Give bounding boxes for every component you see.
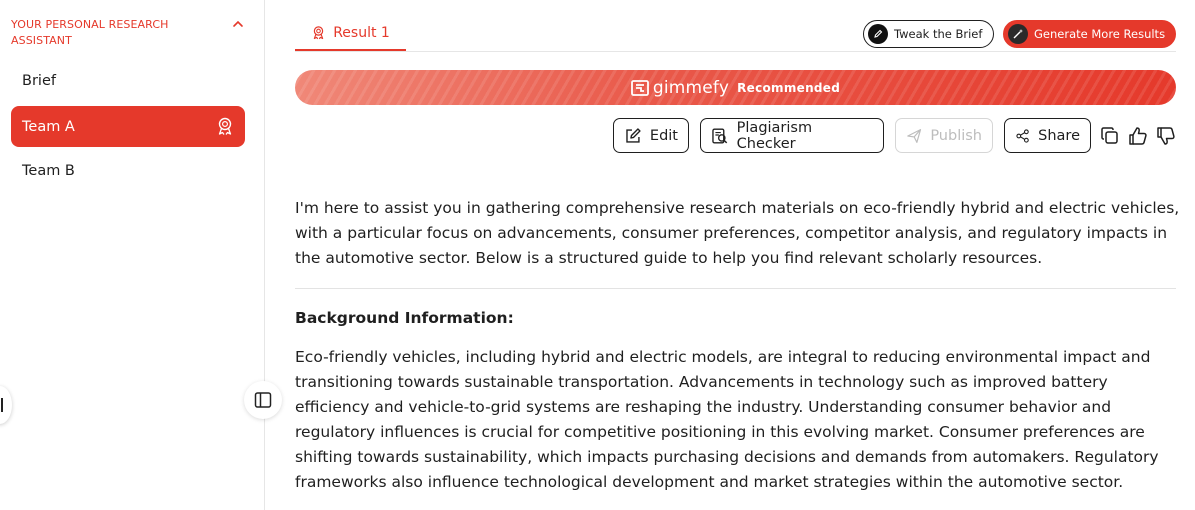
sidebar-item-label: Brief — [22, 72, 56, 89]
generate-more-button[interactable] — [1003, 20, 1176, 48]
intro-paragraph: I'm here to assist you in gathering comprehensive research materials on eco-friendly hybrid and electric vehicles, with a particular focus on advancements, consumer preferences, competitor analysis, and regulatory impacts in the automotive sector. Below is a structured guide to help you find relevant scholarly resources. — [295, 199, 1180, 267]
sidebar-item-label: Team B — [22, 162, 75, 179]
sidebar — [0, 0, 265, 510]
publish-button[interactable] — [895, 118, 993, 153]
tab-label: Result 1 — [333, 24, 390, 41]
publish-label: Publish — [930, 127, 982, 144]
thumbs-up-icon[interactable] — [1128, 126, 1148, 146]
recommended-label: Recommended — [737, 80, 841, 95]
document-search-icon — [711, 127, 729, 145]
sidebar-toggle-icon — [254, 391, 272, 409]
tab-result-1[interactable] — [295, 16, 406, 51]
collapse-sidebar-button[interactable] — [244, 381, 282, 419]
pencil-icon — [868, 24, 888, 44]
award-icon — [311, 25, 326, 40]
edit-button[interactable] — [613, 118, 689, 153]
gimmefy-logo-icon — [631, 79, 649, 97]
content-divider — [295, 288, 1176, 289]
edit-icon — [624, 127, 642, 145]
sidebar-item-label: Team A — [22, 118, 75, 135]
share-label: Share — [1038, 127, 1080, 144]
brand-name: gimmefy — [652, 77, 730, 98]
background-paragraph: Eco-friendly vehicles, including hybrid and electric models, are integral to reducing environmental impact and transitioning towards sustainable transportation. Advancements in technology such as improved battery efficiency and vehicle-to-grid systems are reshaping the industry. Understanding consumer behavior and regulatory influences is crucial for competitive positioning in this evolving market. Consumer preferences are shifting towards sustainability, which impacts purchasing decisions and demands from automakers. Regulatory frameworks also influence technological development and market strategies within the automotive sector. — [295, 348, 1159, 491]
share-button[interactable] — [1004, 118, 1091, 153]
tweak-brief-label: Tweak the Brief — [894, 27, 983, 41]
thumbs-down-icon[interactable] — [1156, 126, 1176, 146]
sidebar-header: YOUR PERSONAL RESEARCH ASSISTANT — [11, 18, 169, 47]
magic-wand-icon — [1008, 24, 1028, 44]
tweak-brief-button[interactable] — [863, 20, 994, 48]
recommended-banner — [295, 70, 1176, 105]
plagiarism-checker-button[interactable] — [700, 118, 884, 153]
sidebar-item-team-b[interactable] — [11, 150, 245, 191]
copy-icon[interactable] — [1100, 126, 1120, 146]
section-heading: Background Information: — [295, 309, 514, 327]
sidebar-item-brief[interactable] — [11, 60, 245, 101]
plagiarism-checker-label: Plagiarism Checker — [736, 119, 813, 152]
send-icon — [906, 127, 922, 145]
sidebar-item-team-a[interactable] — [11, 106, 245, 147]
share-icon — [1015, 127, 1030, 145]
chevron-up-icon[interactable] — [232, 18, 244, 30]
edit-label: Edit — [649, 127, 678, 144]
award-icon — [215, 116, 235, 136]
generate-more-label: Generate More Results — [1034, 27, 1166, 41]
